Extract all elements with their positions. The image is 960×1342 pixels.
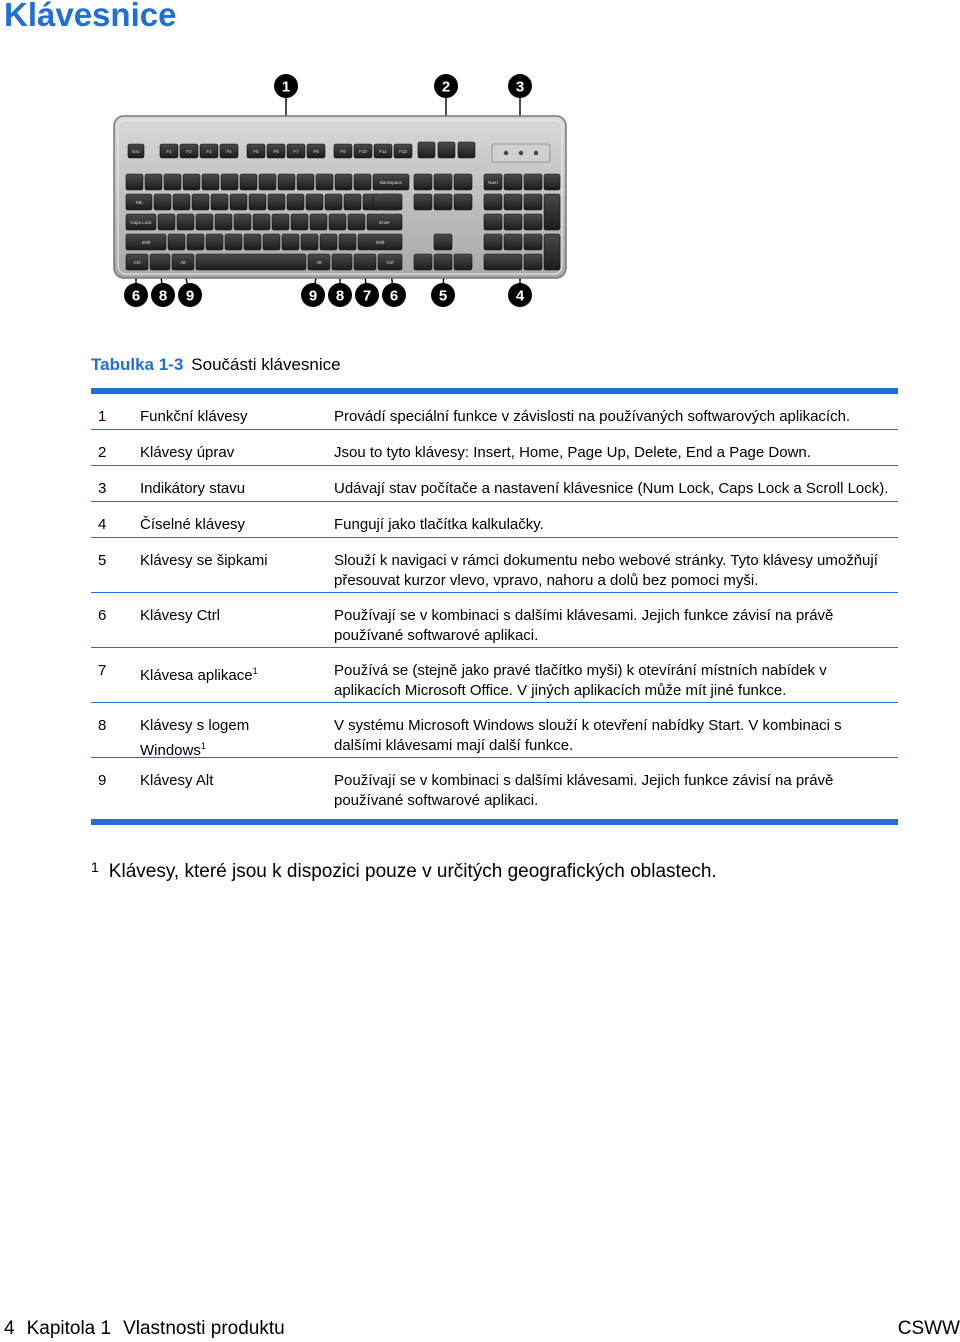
row-name: Klávesy Alt — [140, 772, 214, 789]
row-number: 6 — [98, 607, 107, 624]
function-key — [267, 144, 285, 158]
keyboard-key — [316, 174, 333, 190]
num-lock-key — [484, 174, 502, 190]
numpad-key — [484, 194, 502, 210]
page-footer — [0, 1318, 960, 1342]
document-code: CSWW — [897, 1318, 960, 1339]
chapter-title: Vlastnosti produktu — [123, 1318, 285, 1339]
function-key — [334, 144, 352, 158]
numpad-key — [524, 234, 542, 250]
key-label: Tab — [135, 200, 143, 205]
callout-marker — [274, 74, 298, 98]
keyboard-key — [202, 174, 219, 190]
row-description: Používají se v kombinaci s dalšími klávesami. Jejich funkce závisí na právě používané softwarové aplikaci. — [334, 607, 834, 644]
callout-number: 1 — [281, 78, 291, 96]
keyboard-key — [287, 194, 304, 210]
footnote-mark: 1 — [91, 859, 99, 875]
row-name-cell — [140, 661, 334, 701]
keyboard-key — [145, 174, 162, 190]
numpad-plus-key — [544, 194, 560, 230]
callout-number: 2 — [441, 78, 451, 96]
table-row — [91, 430, 898, 466]
key-label: F9 — [340, 149, 346, 154]
row-number: 5 — [98, 552, 107, 569]
system-key — [458, 142, 475, 158]
callout-number: 6 — [131, 287, 141, 305]
keyboard-key — [354, 174, 371, 190]
callout-marker — [328, 283, 352, 307]
keyboard-key — [335, 174, 352, 190]
row-name: Klávesy s logem Windows — [140, 717, 250, 759]
caps-lock-key — [126, 214, 156, 230]
callout-marker — [124, 283, 148, 307]
callout-marker — [508, 283, 532, 307]
arrow-right-key — [454, 254, 472, 270]
left-ctrl-key — [126, 254, 148, 270]
footer-left — [4, 1318, 297, 1340]
keyboard-key — [249, 194, 266, 210]
row-number: 3 — [98, 480, 107, 497]
row-description: Udávají stav počítače a nastavení klávesnice (Num Lock, Caps Lock a Scroll Lock). — [334, 480, 889, 497]
editing-key — [434, 174, 452, 190]
keyboard-key — [259, 174, 276, 190]
enter-key-top — [373, 194, 402, 210]
table-row — [91, 593, 898, 648]
callout-number: 6 — [389, 287, 399, 305]
row-number: 1 — [98, 408, 107, 425]
left-alt-key — [172, 254, 194, 270]
callout-number: 7 — [362, 287, 372, 305]
tab-key — [126, 194, 152, 210]
key-label: Ctrl — [386, 260, 394, 265]
editing-key — [454, 194, 472, 210]
keyboard-key — [206, 234, 223, 250]
keyboard-figure — [108, 66, 578, 316]
row-name: Klávesa aplikace — [140, 667, 253, 684]
keyboard-key — [173, 194, 190, 210]
callout-number: 8 — [335, 287, 345, 305]
left-windows-key — [150, 254, 170, 270]
callout-number: 4 — [515, 287, 525, 305]
key-label: Alt — [180, 260, 186, 265]
key-label: Num — [488, 180, 498, 185]
key-label: Caps Lock — [130, 220, 152, 225]
numpad-key — [524, 214, 542, 230]
row-number: 2 — [98, 444, 107, 461]
table-caption — [91, 355, 341, 375]
keyboard-key — [225, 234, 242, 250]
callout-number: 9 — [308, 287, 318, 305]
callout-marker — [355, 283, 379, 307]
footnote-ref: 1 — [252, 666, 258, 676]
keyboard-key — [168, 234, 185, 250]
row-description: V systému Microsoft Windows slouží k otevření nabídky Start. V kombinaci s dalšími klávesami mají další funkce. — [334, 717, 842, 754]
keyboard-key — [230, 194, 247, 210]
keyboard-key — [278, 174, 295, 190]
backspace-key — [373, 174, 409, 190]
key-label: F5 — [253, 149, 259, 154]
keyboard-key — [282, 234, 299, 250]
application-key — [354, 254, 376, 270]
key-label: F8 — [313, 149, 319, 154]
keyboard-key — [348, 214, 365, 230]
key-label: F11 — [379, 149, 387, 154]
numpad-key — [504, 214, 522, 230]
row-name: Indikátory stavu — [140, 480, 246, 497]
editing-key — [454, 174, 472, 190]
keyboard-key — [164, 174, 181, 190]
key-label: Alt — [316, 260, 322, 265]
row-name: Klávesy úprav — [140, 444, 235, 461]
callout-marker — [434, 74, 458, 98]
esc-key — [128, 144, 144, 158]
keyboard-key — [234, 214, 251, 230]
row-number: 8 — [98, 717, 107, 734]
function-key — [394, 144, 412, 158]
keyboard-key — [154, 194, 171, 210]
callout-marker — [178, 283, 202, 307]
editing-key — [414, 174, 432, 190]
keyboard-key — [263, 234, 280, 250]
table-caption-text: Součásti klávesnice — [191, 355, 341, 374]
keyboard-key — [325, 194, 342, 210]
numpad-key — [524, 174, 542, 190]
row-name: Klávesy Ctrl — [140, 607, 221, 624]
key-label: Shift — [141, 240, 151, 245]
right-windows-key — [332, 254, 352, 270]
function-key — [287, 144, 305, 158]
callout-number: 9 — [185, 287, 195, 305]
row-description: Slouží k navigaci v rámci dokumentu nebo webové stránky. Tyto klávesy umožňují přesouvat kurzor vlevo, vpravo, nahoru a dolů bez pomoci myši. — [334, 552, 878, 589]
right-alt-key — [308, 254, 330, 270]
numpad-key — [524, 194, 542, 210]
function-key — [220, 144, 238, 158]
status-led — [504, 151, 508, 155]
callout-number: 5 — [438, 287, 448, 305]
row-description: Používá se (stejně jako pravé tlačítko myši) k otevírání místních nabídek v aplikacích Microsoft Office. V jiných aplikacích může mít jiné funkce. — [334, 662, 827, 699]
table-row — [91, 538, 898, 593]
keyboard-key — [339, 234, 356, 250]
system-key — [438, 142, 455, 158]
key-label: F12 — [399, 149, 407, 154]
footnote-ref: 1 — [200, 741, 206, 751]
key-label: Enter — [379, 220, 390, 225]
editing-key — [434, 194, 452, 210]
keyboard-key — [211, 194, 228, 210]
numpad-key — [484, 214, 502, 230]
status-led — [534, 151, 538, 155]
row-number: 7 — [98, 662, 107, 679]
key-label: Esc — [132, 149, 140, 154]
numpad-zero-key — [484, 254, 522, 270]
keyboard-key — [297, 174, 314, 190]
row-number: 9 — [98, 772, 107, 789]
status-indicators — [492, 144, 550, 162]
function-key — [374, 144, 392, 158]
row-name: Klávesy se šipkami — [140, 552, 268, 569]
keyboard-key — [183, 174, 200, 190]
footnote — [91, 859, 717, 883]
keyboard-key — [244, 234, 261, 250]
key-label: Ctrl — [133, 260, 141, 265]
numpad-enter-key — [544, 234, 560, 270]
keyboard-key — [310, 214, 327, 230]
function-key — [200, 144, 218, 158]
key-label: F2 — [186, 149, 192, 154]
keyboard-key — [344, 194, 361, 210]
keyboard-key — [272, 214, 289, 230]
callout-marker — [301, 283, 325, 307]
table-row — [91, 502, 898, 538]
row-number: 4 — [98, 516, 107, 533]
keyboard-key — [253, 214, 270, 230]
keyboard-parts-table — [91, 388, 898, 825]
keyboard-illustration — [108, 66, 578, 316]
keyboard-key — [177, 214, 194, 230]
space-key — [196, 254, 306, 270]
right-shift-key — [358, 234, 402, 250]
function-key — [307, 144, 325, 158]
row-name: Funkční klávesy — [140, 408, 248, 425]
keyboard-key — [221, 174, 238, 190]
key-label: F10 — [359, 149, 367, 154]
arrow-up-key — [434, 234, 452, 250]
function-key — [160, 144, 178, 158]
system-key — [418, 142, 435, 158]
right-ctrl-key — [378, 254, 402, 270]
row-description: Jsou to tyto klávesy: Insert, Home, Page Up, Delete, End a Page Down. — [334, 444, 811, 461]
numpad-key — [544, 174, 560, 190]
callout-number: 8 — [158, 287, 168, 305]
key-label: F1 — [166, 149, 172, 154]
key-label: F6 — [273, 149, 279, 154]
callout-marker — [431, 283, 455, 307]
row-name-cell — [140, 716, 300, 759]
numpad-key — [504, 174, 522, 190]
table-row — [91, 758, 898, 819]
key-label: Shift — [375, 240, 385, 245]
keyboard-key — [320, 234, 337, 250]
key-label: F3 — [206, 149, 212, 154]
keyboard-key — [192, 194, 209, 210]
numpad-key — [484, 234, 502, 250]
keyboard-key — [301, 234, 318, 250]
keyboard-key — [158, 214, 175, 230]
key-label: F7 — [293, 149, 299, 154]
numpad-key — [504, 194, 522, 210]
keyboard-key — [240, 174, 257, 190]
keyboard-key — [196, 214, 213, 230]
keyboard-key — [329, 214, 346, 230]
table-row — [91, 648, 898, 703]
numpad-key — [504, 234, 522, 250]
callout-marker — [382, 283, 406, 307]
footnote-text: Klávesy, které jsou k dispozici pouze v určitých geografických oblastech. — [108, 861, 717, 882]
key-label: Backspace — [379, 180, 403, 185]
callout-marker — [508, 74, 532, 98]
function-key — [354, 144, 372, 158]
table-row — [91, 394, 898, 430]
keyboard-key — [306, 194, 323, 210]
table-caption-number: Tabulka 1-3 — [91, 355, 184, 374]
arrow-left-key — [414, 254, 432, 270]
keyboard-key — [187, 234, 204, 250]
function-key — [247, 144, 265, 158]
table-row — [91, 703, 898, 758]
keyboard-key — [126, 174, 143, 190]
row-description: Používají se v kombinaci s dalšími klávesami. Jejich funkce závisí na právě používané softwarové aplikaci. — [334, 772, 834, 809]
editing-key — [414, 194, 432, 210]
page-title: Klávesnice — [4, 0, 177, 33]
arrow-down-key — [434, 254, 452, 270]
left-shift-key — [126, 234, 166, 250]
status-led — [519, 151, 523, 155]
callout-marker — [151, 283, 175, 307]
callout-number: 3 — [515, 78, 525, 96]
keyboard-key — [268, 194, 285, 210]
function-key — [180, 144, 198, 158]
key-label: F4 — [226, 149, 232, 154]
row-name: Číselné klávesy — [140, 516, 246, 533]
page-number: 4 — [4, 1318, 15, 1339]
table-row — [91, 466, 898, 502]
enter-key — [367, 214, 402, 230]
row-description: Provádí speciální funkce v závislosti na používaných softwarových aplikacích. — [334, 408, 851, 425]
chapter-label: Kapitola 1 — [26, 1318, 112, 1339]
numpad-key — [524, 254, 542, 270]
row-description: Fungují jako tlačítka kalkulačky. — [334, 516, 544, 533]
keyboard-key — [215, 214, 232, 230]
keyboard-key — [291, 214, 308, 230]
